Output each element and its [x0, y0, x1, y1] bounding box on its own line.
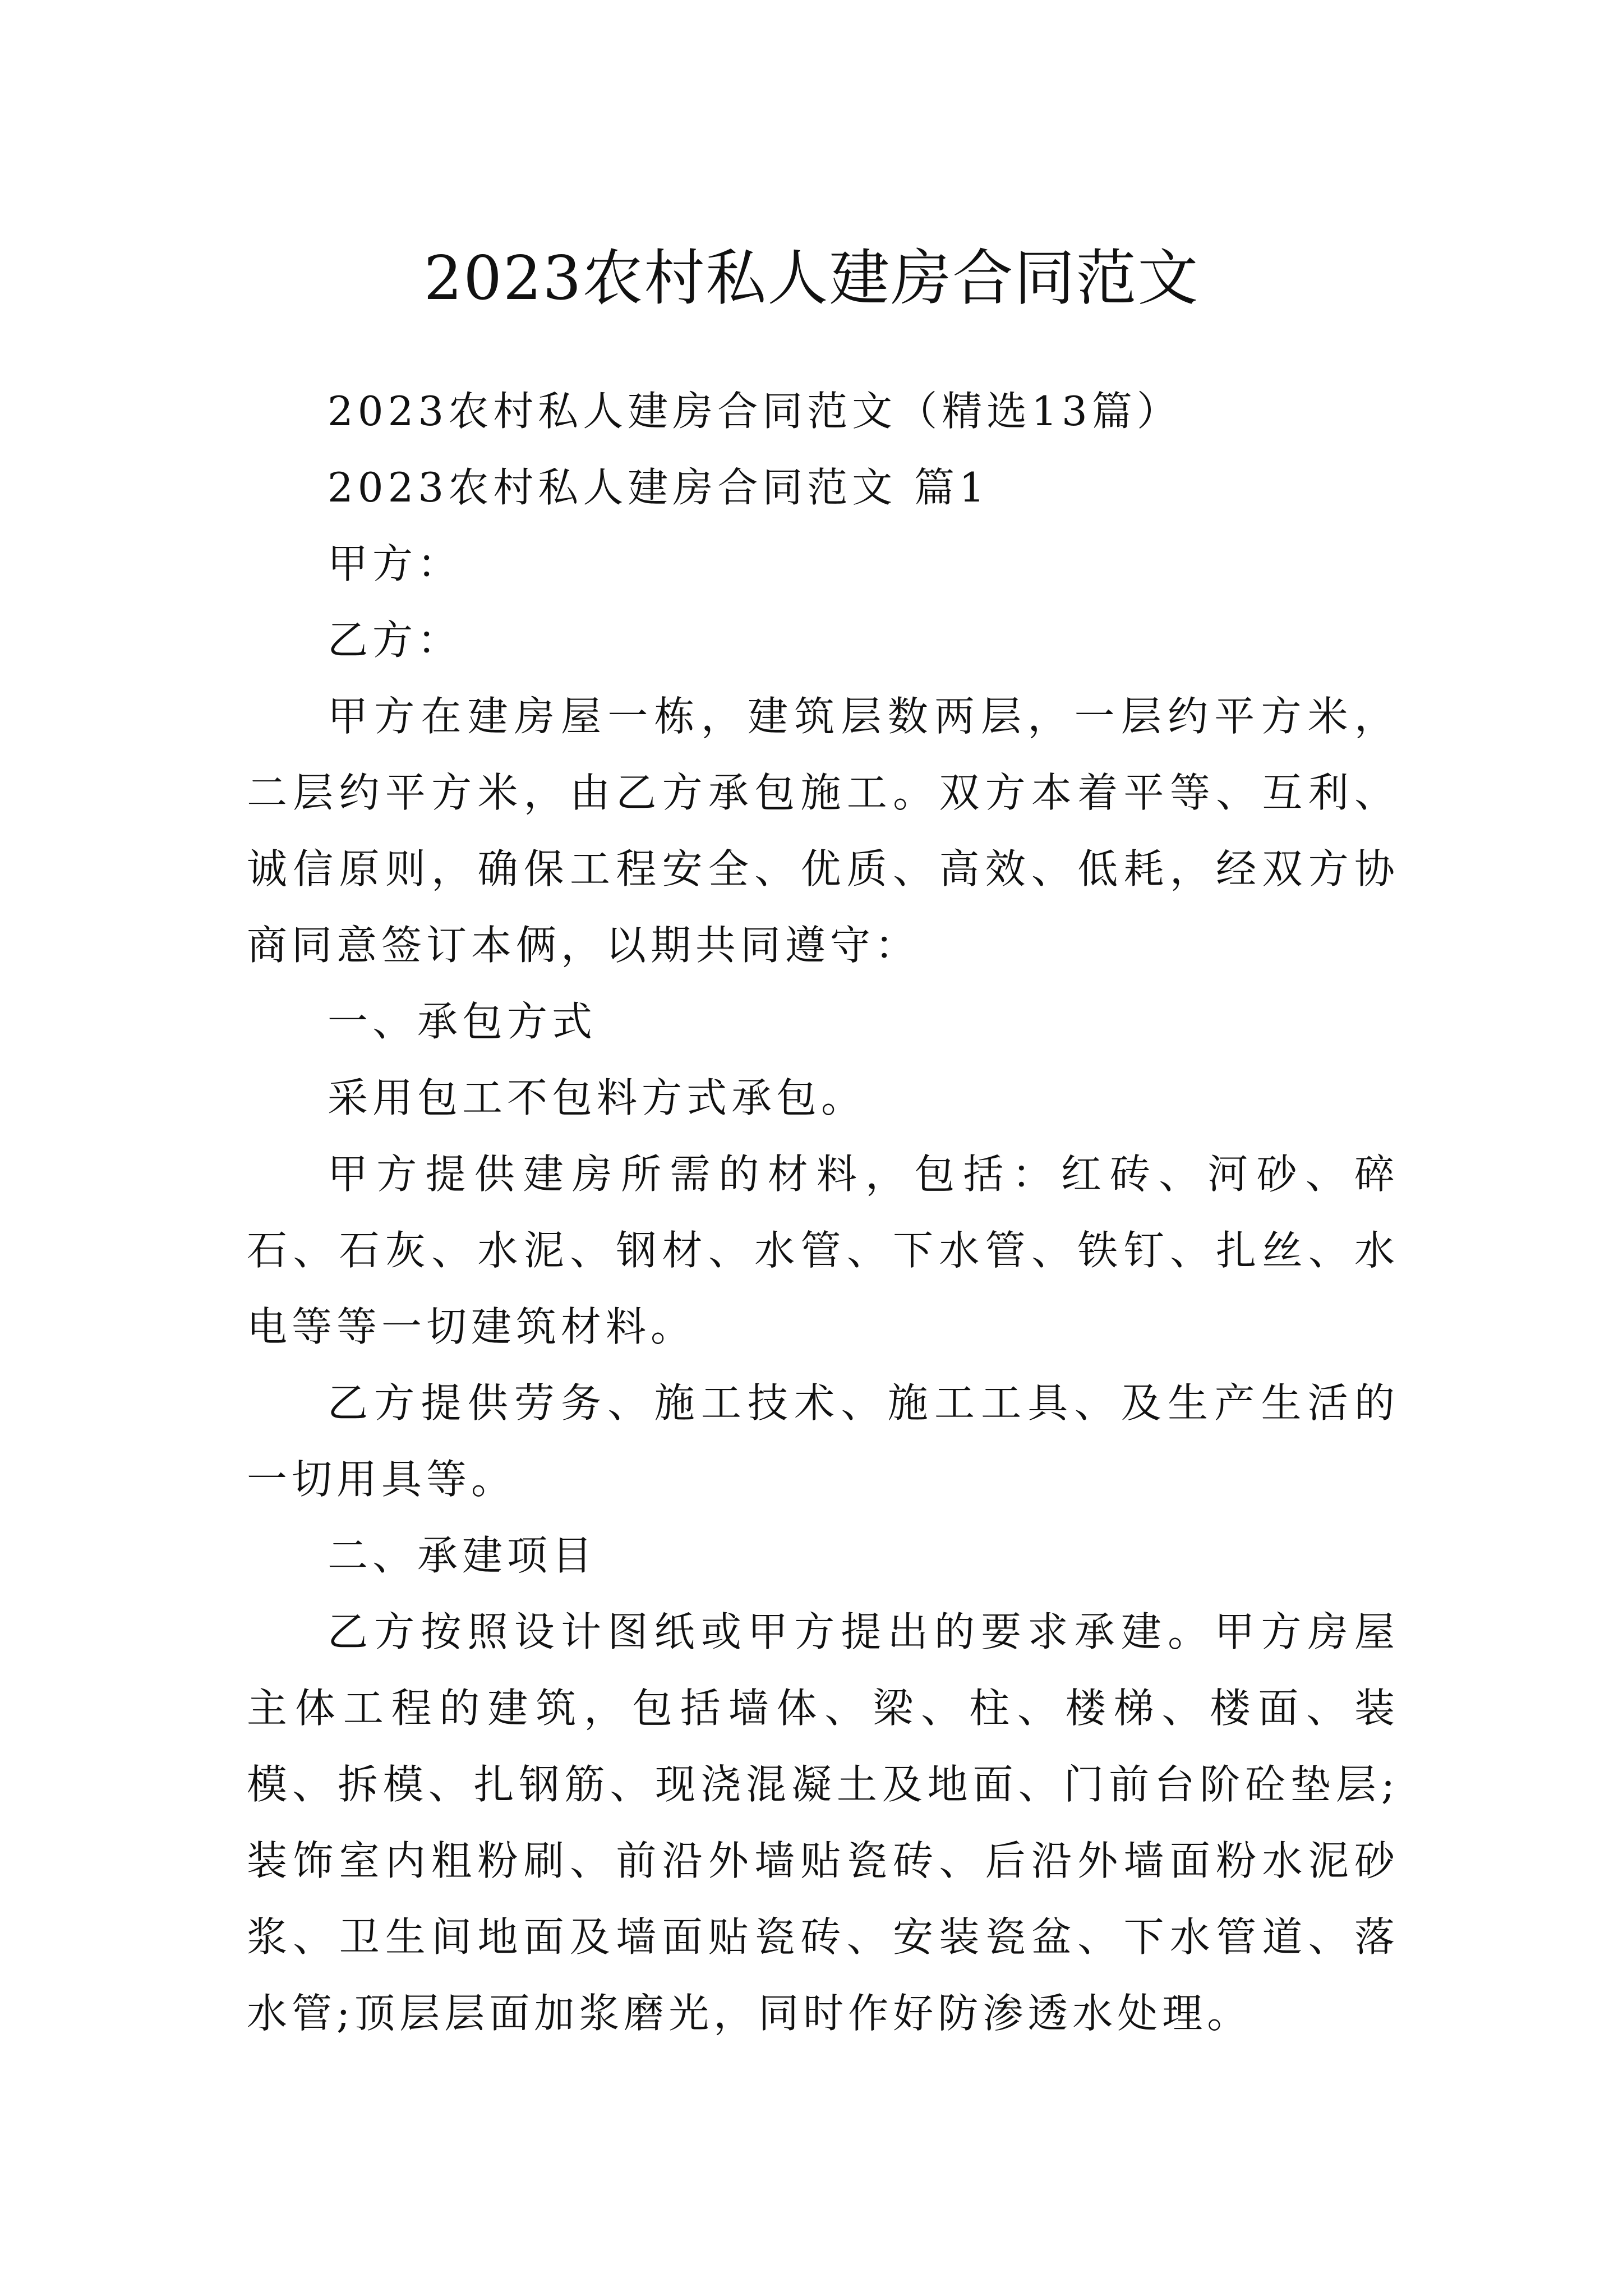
- clause-heading-project-scope: 二、承建项目: [328, 1532, 597, 1579]
- contract-method-paragraph: 采用包工不包料方式承包。: [328, 1074, 866, 1121]
- party-a-label: 甲方：: [328, 540, 463, 587]
- section-heading-part-1: 2023农村私人建房合同范文 篇1: [328, 464, 989, 511]
- document-subtitle: 2023农村私人建房合同范文（精选13篇）: [328, 388, 1182, 435]
- document-title: 2023农村私人建房合同范文: [423, 243, 1200, 314]
- clause-heading-contract-method: 一、承包方式: [328, 998, 597, 1045]
- party-b-label: 乙方：: [328, 616, 463, 664]
- party-a-materials-paragraph: 甲方提供建房所需的材料，包括：红砖、河砂、碎石、石灰、水泥、钢材、水管、下水管、铁钉、扎丝、水电等等一切建筑材料。: [247, 1151, 1399, 1350]
- contract-intro-paragraph: 甲方在建房屋一栋，建筑层数两层，一层约平方米，二层约平方米，由乙方承包施工。双方本着平等、互利、诚信原则，确保工程安全、优质、高效、低耗，经双方协商同意签订本俩，以期共同遵守：: [247, 693, 1399, 969]
- party-b-services-paragraph: 乙方提供劳务、施工技术、施工工具、及生产生活的一切用具等。: [247, 1379, 1399, 1503]
- project-scope-paragraph: 乙方按照设计图纸或甲方提出的要求承建。甲方房屋主体工程的建筑，包括墙体、梁、柱、楼梯、楼面、装模、拆模、扎钢筋、现浇混凝土及地面、门前台阶砼垫层;装饰室内粗粉刷、前沿外墙贴瓷砖、后沿外墙面粉水泥砂浆、卫生间地面及墙面贴瓷砖、安装瓷盆、下水管道、落水管;顶层层面加浆磨光，同时作好防渗透水处理。: [247, 1608, 1399, 2037]
- document-body: [247, 373, 1399, 2051]
